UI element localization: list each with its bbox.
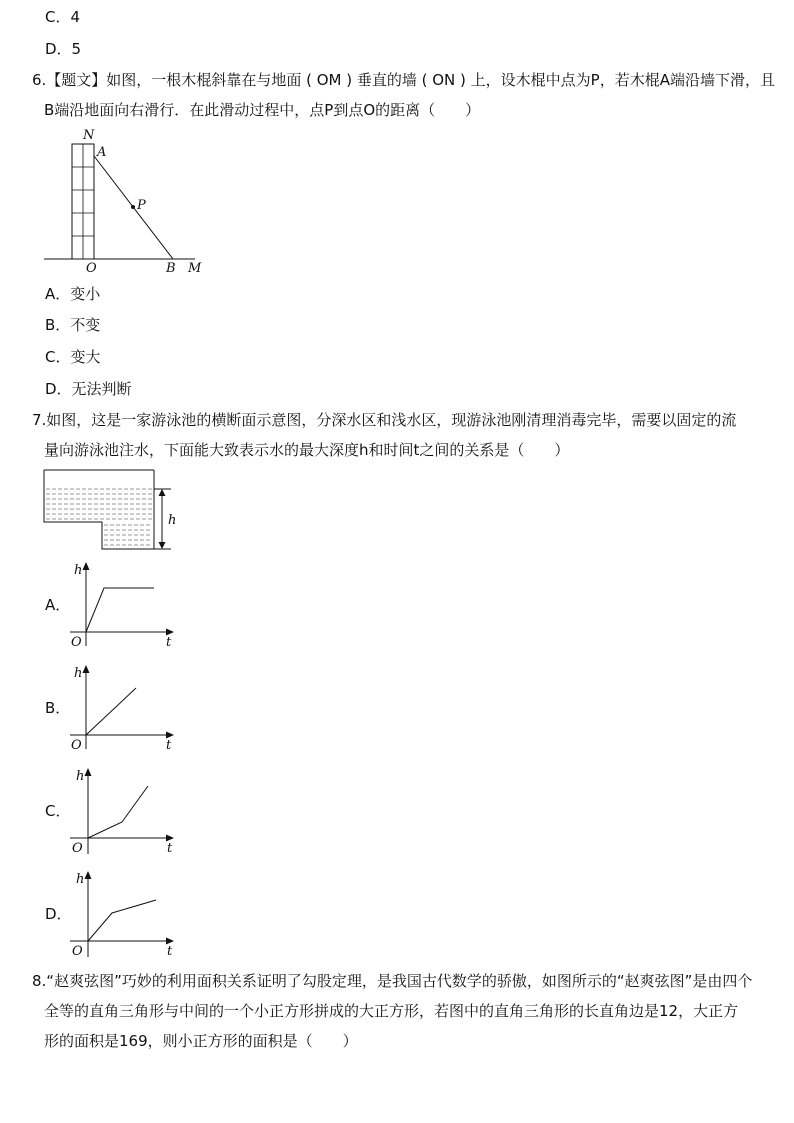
q6-text-line2: B端沿地面向右滑行．在此滑动过程中，点P到点O的距离（ ） — [44, 101, 481, 119]
graph-a-o: O — [71, 635, 82, 650]
label-m: M — [188, 261, 202, 276]
graph-option-b — [68, 663, 178, 755]
label-o: O — [86, 261, 97, 276]
q7-option-b: B． — [45, 699, 71, 717]
graph-option-a — [68, 560, 178, 652]
q8-text-line3: 形的面积是169，则小正方形的面积是（ ） — [44, 1032, 358, 1050]
q6-text-line1: 6.【题文】如图，一根木棍斜靠在与地面 ( OM ) 垂直的墙 ( ON ) 上，设木棍中点为P，若木棍A端沿墙下滑，且 — [32, 71, 775, 89]
pool-label-h: h — [168, 513, 177, 528]
ladder-wall-figure — [40, 125, 210, 277]
q7-text-line2: 量向游泳池注水，下面能大致表示水的最大深度h和时间t之间的关系是（ ） — [44, 441, 570, 459]
label-n: N — [83, 128, 95, 143]
q6-option-a: A．变小 — [45, 285, 101, 303]
graph-a-t: t — [166, 635, 172, 650]
q6-option-b: B．不变 — [45, 316, 101, 334]
option-d-prev: D．5 — [45, 40, 82, 58]
graph-d-h: h — [76, 872, 85, 887]
q7-text-line1: 7.如图，这是一家游泳池的横断面示意图，分深水区和浅水区，现游泳池刚清理消毒完毕，需要以固定的流 — [32, 411, 737, 429]
graph-d-t: t — [167, 944, 173, 959]
q6-option-d: D．无法判断 — [45, 380, 132, 398]
graph-b-t: t — [166, 738, 172, 753]
pool-cross-section-figure — [40, 466, 185, 554]
label-p: P — [137, 198, 146, 213]
graph-b-h: h — [74, 666, 83, 681]
graph-d-o: O — [72, 944, 83, 959]
q8-text-line2: 全等的直角三角形与中间的一个小正方形拼成的大正方形，若图中的直角三角形的长直角边是12，大正方 — [44, 1002, 739, 1020]
option-c-prev: C．4 — [45, 8, 81, 26]
graph-option-d — [68, 869, 178, 961]
graph-c-h: h — [76, 769, 85, 784]
q6-option-c: C．变大 — [45, 348, 101, 366]
label-b: B — [166, 261, 176, 276]
graph-b-o: O — [71, 738, 82, 753]
graph-c-t: t — [167, 841, 173, 856]
q7-option-c: C． — [45, 802, 71, 820]
graph-a-h: h — [74, 563, 83, 578]
graph-option-c — [68, 766, 178, 858]
q7-option-d: D． — [45, 905, 72, 923]
graph-c-o: O — [72, 841, 83, 856]
q7-option-a: A． — [45, 596, 71, 614]
label-a: A — [97, 145, 107, 160]
q8-text-line1: 8.“赵爽弦图”巧妙的利用面积关系证明了勾股定理，是我国古代数学的骄傲，如图所示的“赵爽弦图”是由四个 — [32, 972, 753, 990]
